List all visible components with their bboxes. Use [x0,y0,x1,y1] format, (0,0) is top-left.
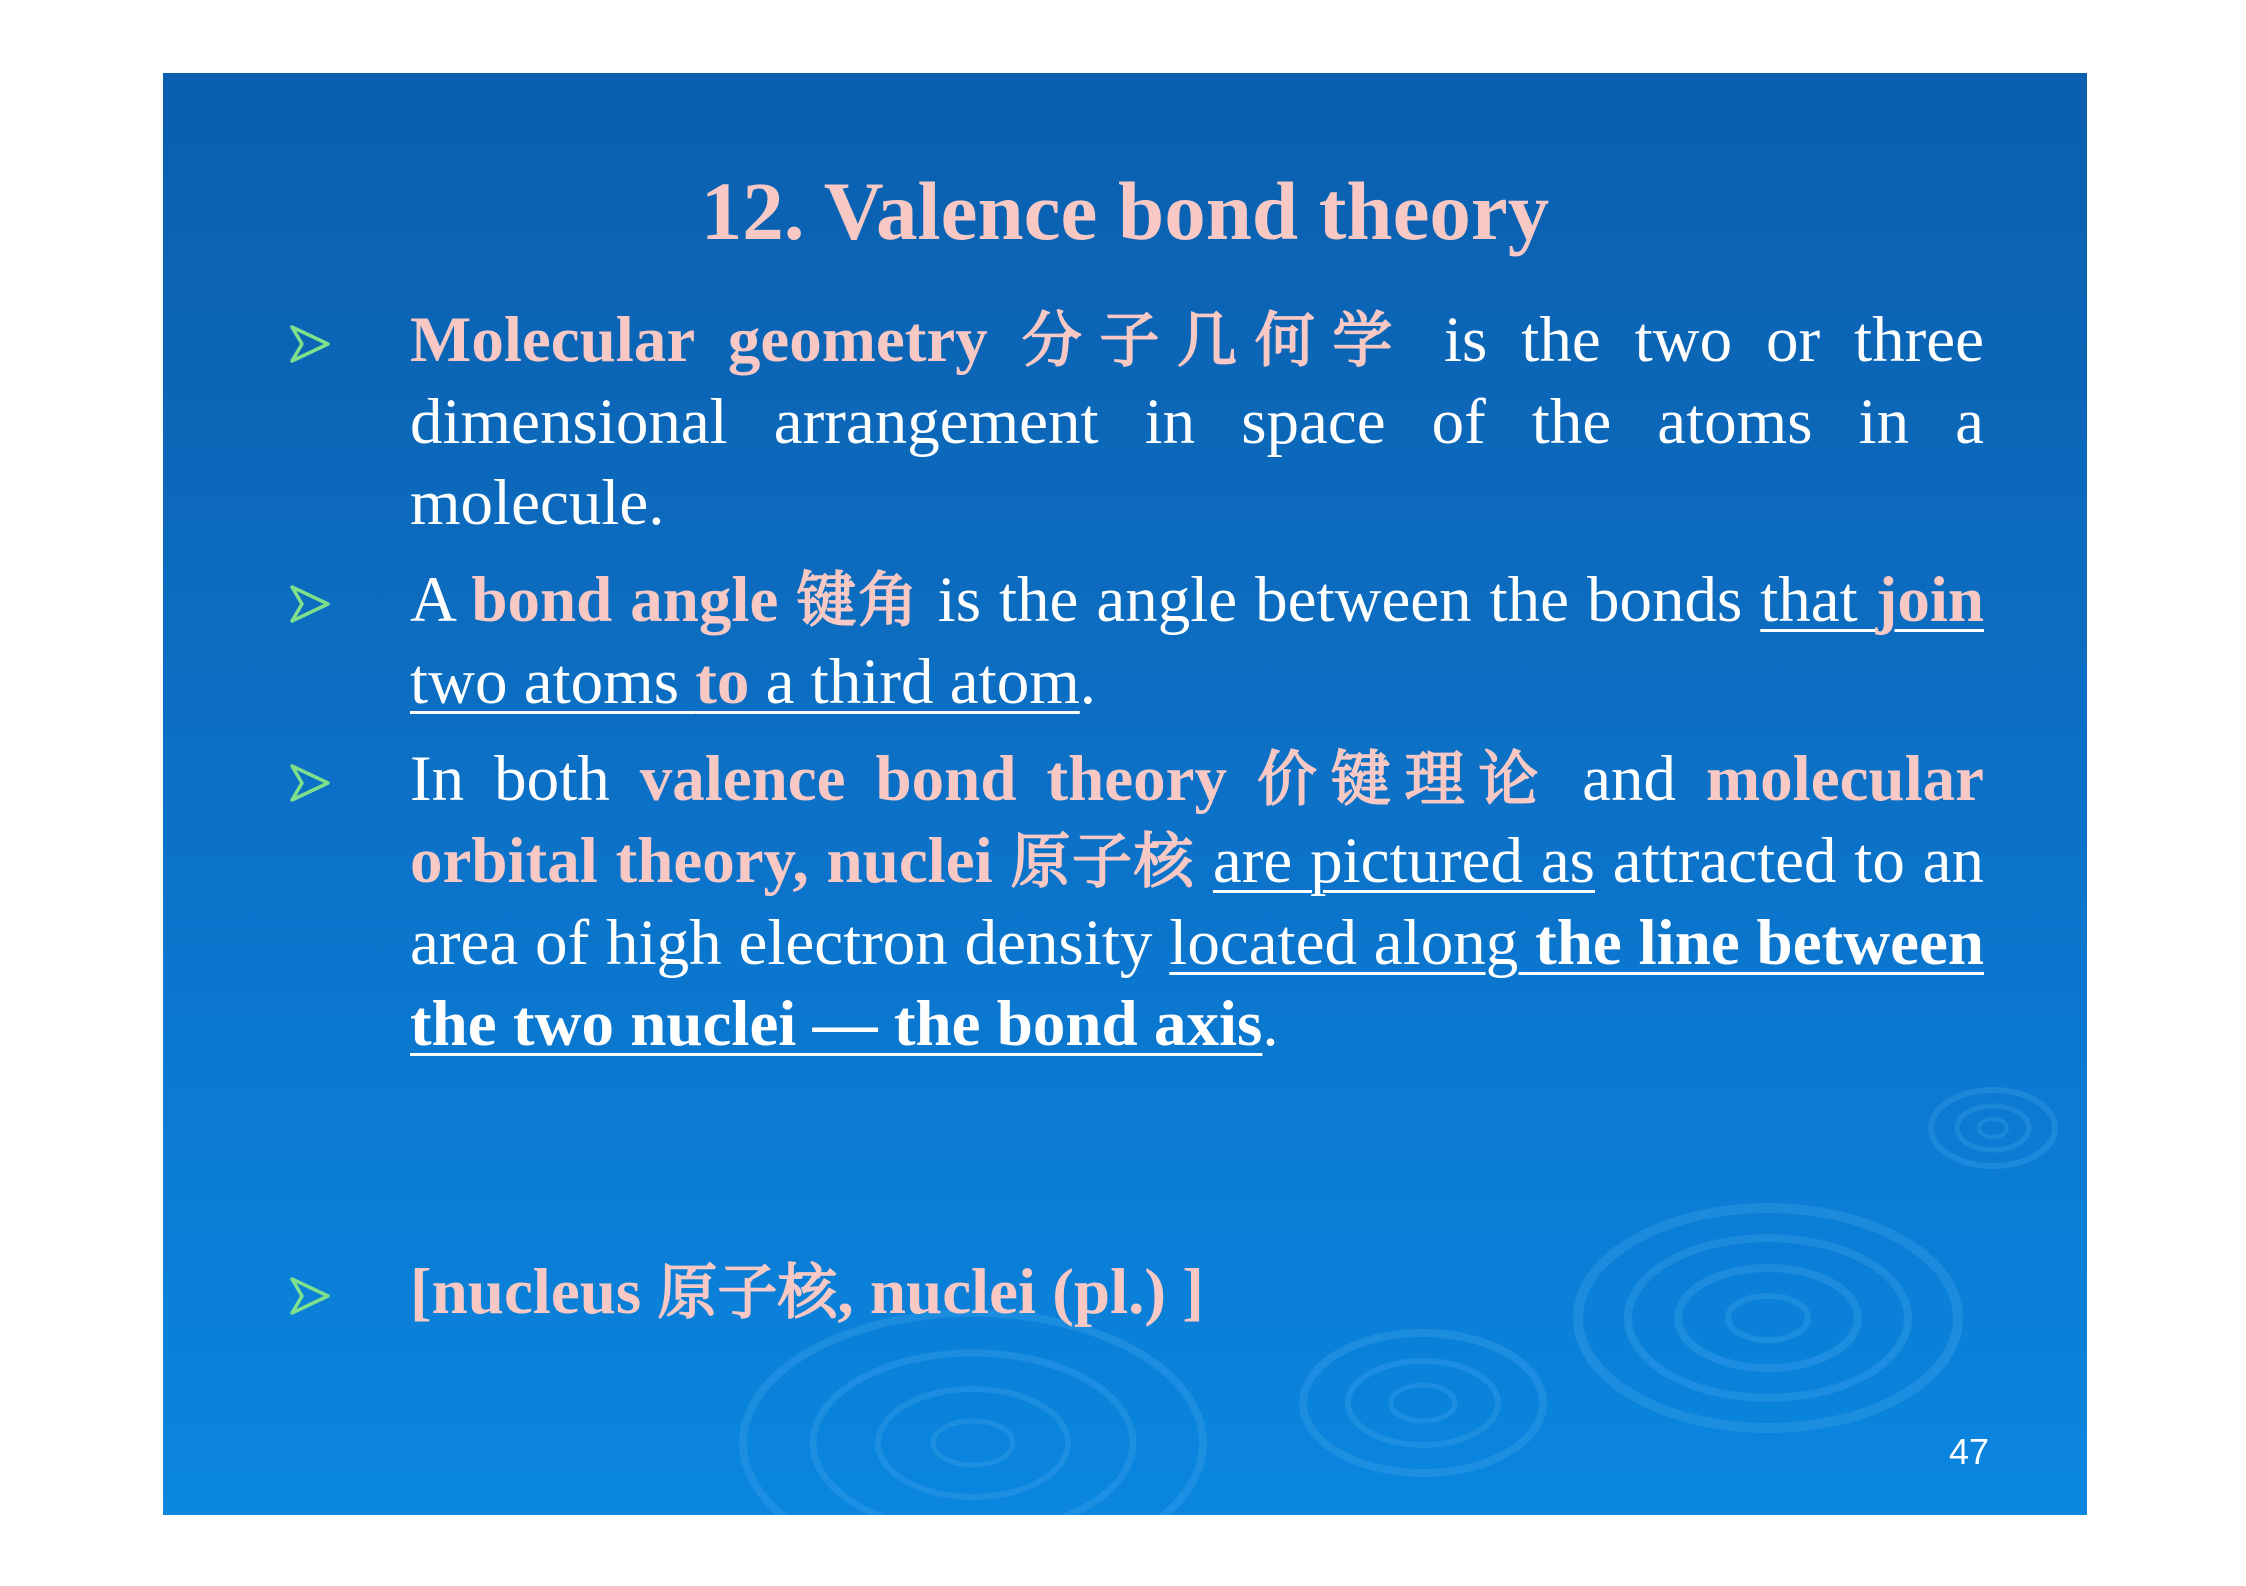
term-bond-angle: bond angle [471,564,779,636]
term-cjk: 价键理论 [1257,745,1553,815]
bullet-text [410,300,1984,544]
underlined-phrase: located along [1169,907,1536,979]
text-run: and [1552,743,1707,815]
arrow-bullet-icon [288,581,334,627]
term-join: join [1875,564,1985,636]
text-run: attracted to an area of high electron density [410,825,1985,979]
text-run: [nucleus [410,1256,658,1328]
bullet-item-nucleus-note [288,1252,1984,1334]
slide [163,73,2087,1515]
term-cjk: 原子核 [1010,827,1196,897]
bullet-item-molecular-geometry [288,300,1984,544]
bullet-text [410,739,1984,1065]
term-cjk: 分子几何学 [1021,306,1411,376]
term-to: to [695,646,750,718]
text-run: In both [410,743,640,815]
bullet-item-bond-angle [288,560,1984,723]
bullet-text [410,1252,1984,1334]
text-run: A [410,564,472,636]
arrow-bullet-icon [288,321,334,367]
term-cjk: 键角 [796,566,920,636]
term-molecular-orbital-theory: molecular orbital theory, nuclei [410,743,1984,897]
underlined-phrase: are pictured as [1212,825,1595,897]
text-run: . [1262,988,1279,1060]
text-run: , nuclei (pl.) ] [837,1256,1204,1328]
text-run: . [1079,646,1097,718]
arrow-bullet-icon [288,760,334,806]
underlined-bold-phrase: the line between the two nuclei — the bond axis [410,907,1984,1060]
page-number: 47 [1948,1431,1989,1472]
bullet-text [410,560,1984,723]
term-cjk: 原子核 [657,1258,838,1328]
term-molecular-geometry: Molecular geometry [410,304,988,376]
term-valence-bond-theory: valence bond theory [639,743,1227,815]
slide-title: 12. Valence bond theory [700,165,1550,257]
text-run: two atoms [410,646,696,718]
definition-text: is the two or three dimensional arrangement in space of the atoms in a molecule. [410,304,1985,539]
text-run: is the angle between the bonds [919,564,1761,636]
arrow-bullet-icon [288,1273,334,1319]
text-run: that [1760,564,1876,636]
text-run: a third atom [749,646,1080,718]
bullet-item-bond-theories [288,739,1984,1065]
